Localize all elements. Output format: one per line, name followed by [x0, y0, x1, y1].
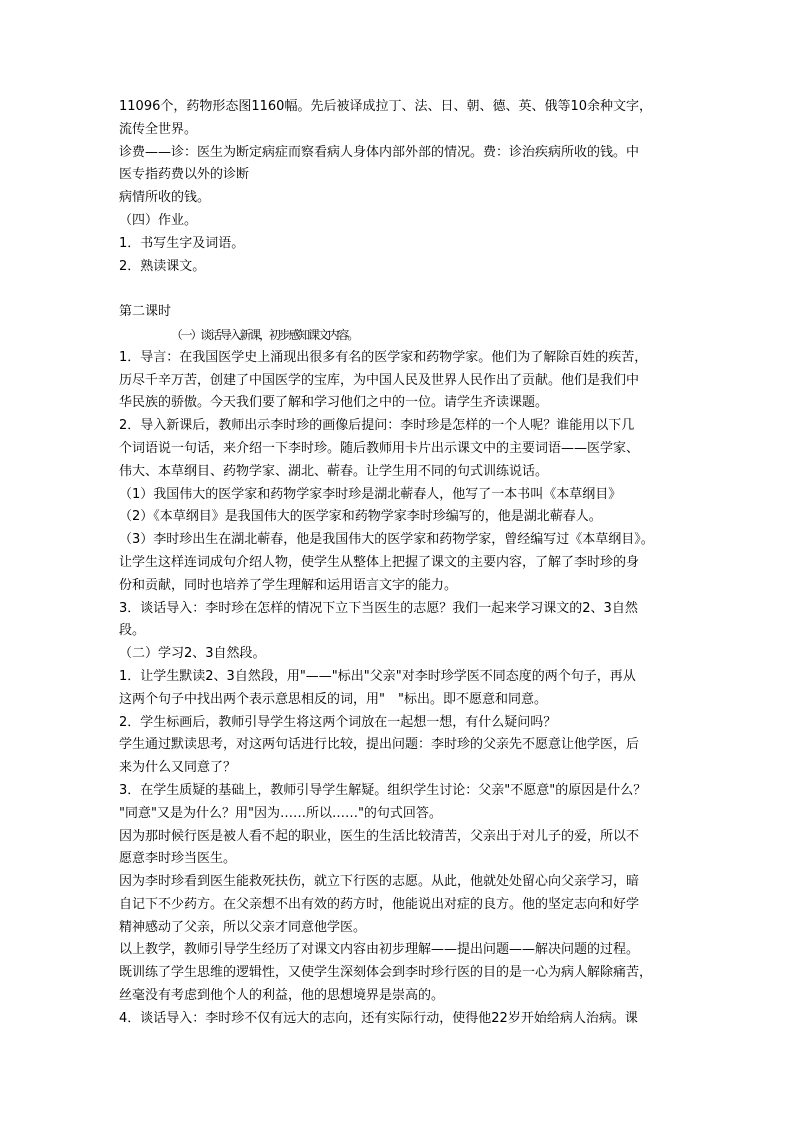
- text-line: 自记下不少药方。在父亲想不出有效的药方时，他能说出对症的良方。他的坚定志向和好学: [119, 896, 640, 912]
- text-line: 精神感动了父亲，所以父亲才同意他学医。: [119, 919, 367, 935]
- text-line: 段。: [119, 623, 146, 639]
- text-line: 既训练了学生思维的逻辑性，又使学生深刻体会到李时珍行医的目的是一心为病人解除痛苦，: [119, 965, 653, 981]
- text-line: 华民族的骄傲。今天我们要了解和学习他们之中的一位。请学生齐读课题。: [119, 395, 549, 411]
- text-line: （2）《本草纲目》是我国伟大的医学家和药物学家李时珍编写的，他是湖北蕲春人。: [119, 509, 602, 525]
- text-line: 伟大、本草纲目、药物学家、湖北、蕲春。让学生用不同的句式训练说话。: [119, 463, 549, 479]
- text-line: 以上教学，教师引导学生经历了对课文内容由初步理解——提出问题——解决问题的过程。: [119, 942, 640, 958]
- text-line: 这两个句子中找出两个表示意思相反的词，用" "标出。即不愿意和同意。: [119, 691, 547, 707]
- text-line: 学生通过默读思考，对这两句话进行比较，提出问题：李时珍的父亲先不愿意让他学医，后: [119, 737, 640, 753]
- blank-line: [119, 278, 689, 301]
- text-line: 1．书写生字及词语。: [119, 235, 245, 251]
- text-line: 1．让学生默读2、3自然段，用"——"标出"父亲"对李时珍学医不同态度的两个句子，再从: [119, 668, 636, 684]
- text-line: 医专指药费以外的诊断: [119, 167, 250, 183]
- text-line: 2．导入新课后，教师出示李时珍的画像后提问：李时珍是怎样的一个人呢？谁能用以下几: [119, 418, 635, 434]
- text-line: 因为李时珍看到医生能救死扶伤，就立下行医的志愿。从此，他就处处留心向父亲学习，暗: [119, 874, 640, 890]
- text-line: 4．谈话导入：李时珍不仅有远大的志向，还有实际行动，使得他22岁开始给病人治病。课: [119, 1010, 638, 1026]
- text-line: 丝毫没有考虑到他个人的利益，他的思想境界是崇高的。: [119, 988, 445, 1004]
- text-line: 让学生这样连词成句介绍人物，使学生从整体上把握了课文的主要内容，了解了李时珍的身: [119, 554, 640, 570]
- text-line: （1）我国伟大的医学家和药物学家李时珍是湖北蕲春人，他写了一本书叫《本草纲目》: [119, 486, 622, 502]
- section-heading: （二）学习2、3自然段。: [119, 646, 266, 662]
- text-line: （3）李时珍出生在湖北蕲春，他是我国伟大的医学家和药物学家，曾经编写过《本草纲目》。: [119, 532, 654, 548]
- text-line: 诊费——诊：医生为断定病症而察看病人身体内部外部的情况。费：诊治疾病所收的钱。中: [119, 144, 640, 160]
- text-line: 病情所收的钱。: [119, 190, 211, 206]
- text-line: 个词语说一句话，来介绍一下李时珍。随后教师用卡片出示课文中的主要词语——医学家、: [119, 440, 640, 456]
- document-page: [119, 96, 689, 1031]
- text-line: 1．导言：在我国医学史上涌现出很多有名的医学家和药物学家。他们为了解除百姓的疾苦，: [119, 349, 648, 365]
- text-line: 11096个，药物形态图1160幅。先后被译成拉丁、法、日、朝、德、英、俄等10余种文字，: [119, 99, 652, 114]
- text-line: 份和贡献，同时也培养了学生理解和运用语言文字的能力。: [119, 577, 458, 593]
- text-line: 来为什么又同意了？: [119, 760, 237, 776]
- text-line: 因为那时候行医是被人看不起的职业，医生的生活比较清苦，父亲出于对儿子的爱，所以不: [119, 828, 640, 844]
- text-line: 3．在学生质疑的基础上，教师引导学生解疑。组织学生讨论：父亲"不愿意"的原因是什么？: [119, 782, 647, 798]
- text-line: 愿意李时珍当医生。: [119, 851, 237, 867]
- text-line: 3．谈话导入：李时珍在怎样的情况下立下当医生的志愿？我们一起来学习课文的2、3自然: [119, 600, 638, 616]
- text-line: 历尽千辛万苦，创建了中国医学的宝库，为中国人民及世界人民作出了贡献。他们是我们中: [119, 372, 640, 388]
- section-heading: （一）谈话导入新课，初步感知课文内容。: [171, 327, 358, 342]
- text-line: 流传全世界。: [119, 121, 198, 137]
- text-line: 2．学生标画后，教师引导学生将这两个词放在一起想一想，有什么疑问吗？: [119, 714, 557, 730]
- text-line: 2．熟读课文。: [119, 258, 206, 274]
- lesson-heading: 第二课时: [119, 304, 172, 320]
- text-line: "同意"又是为什么？用"因为……所以……"的句式回答。: [119, 805, 442, 821]
- section-heading: （四）作业。: [119, 212, 198, 228]
